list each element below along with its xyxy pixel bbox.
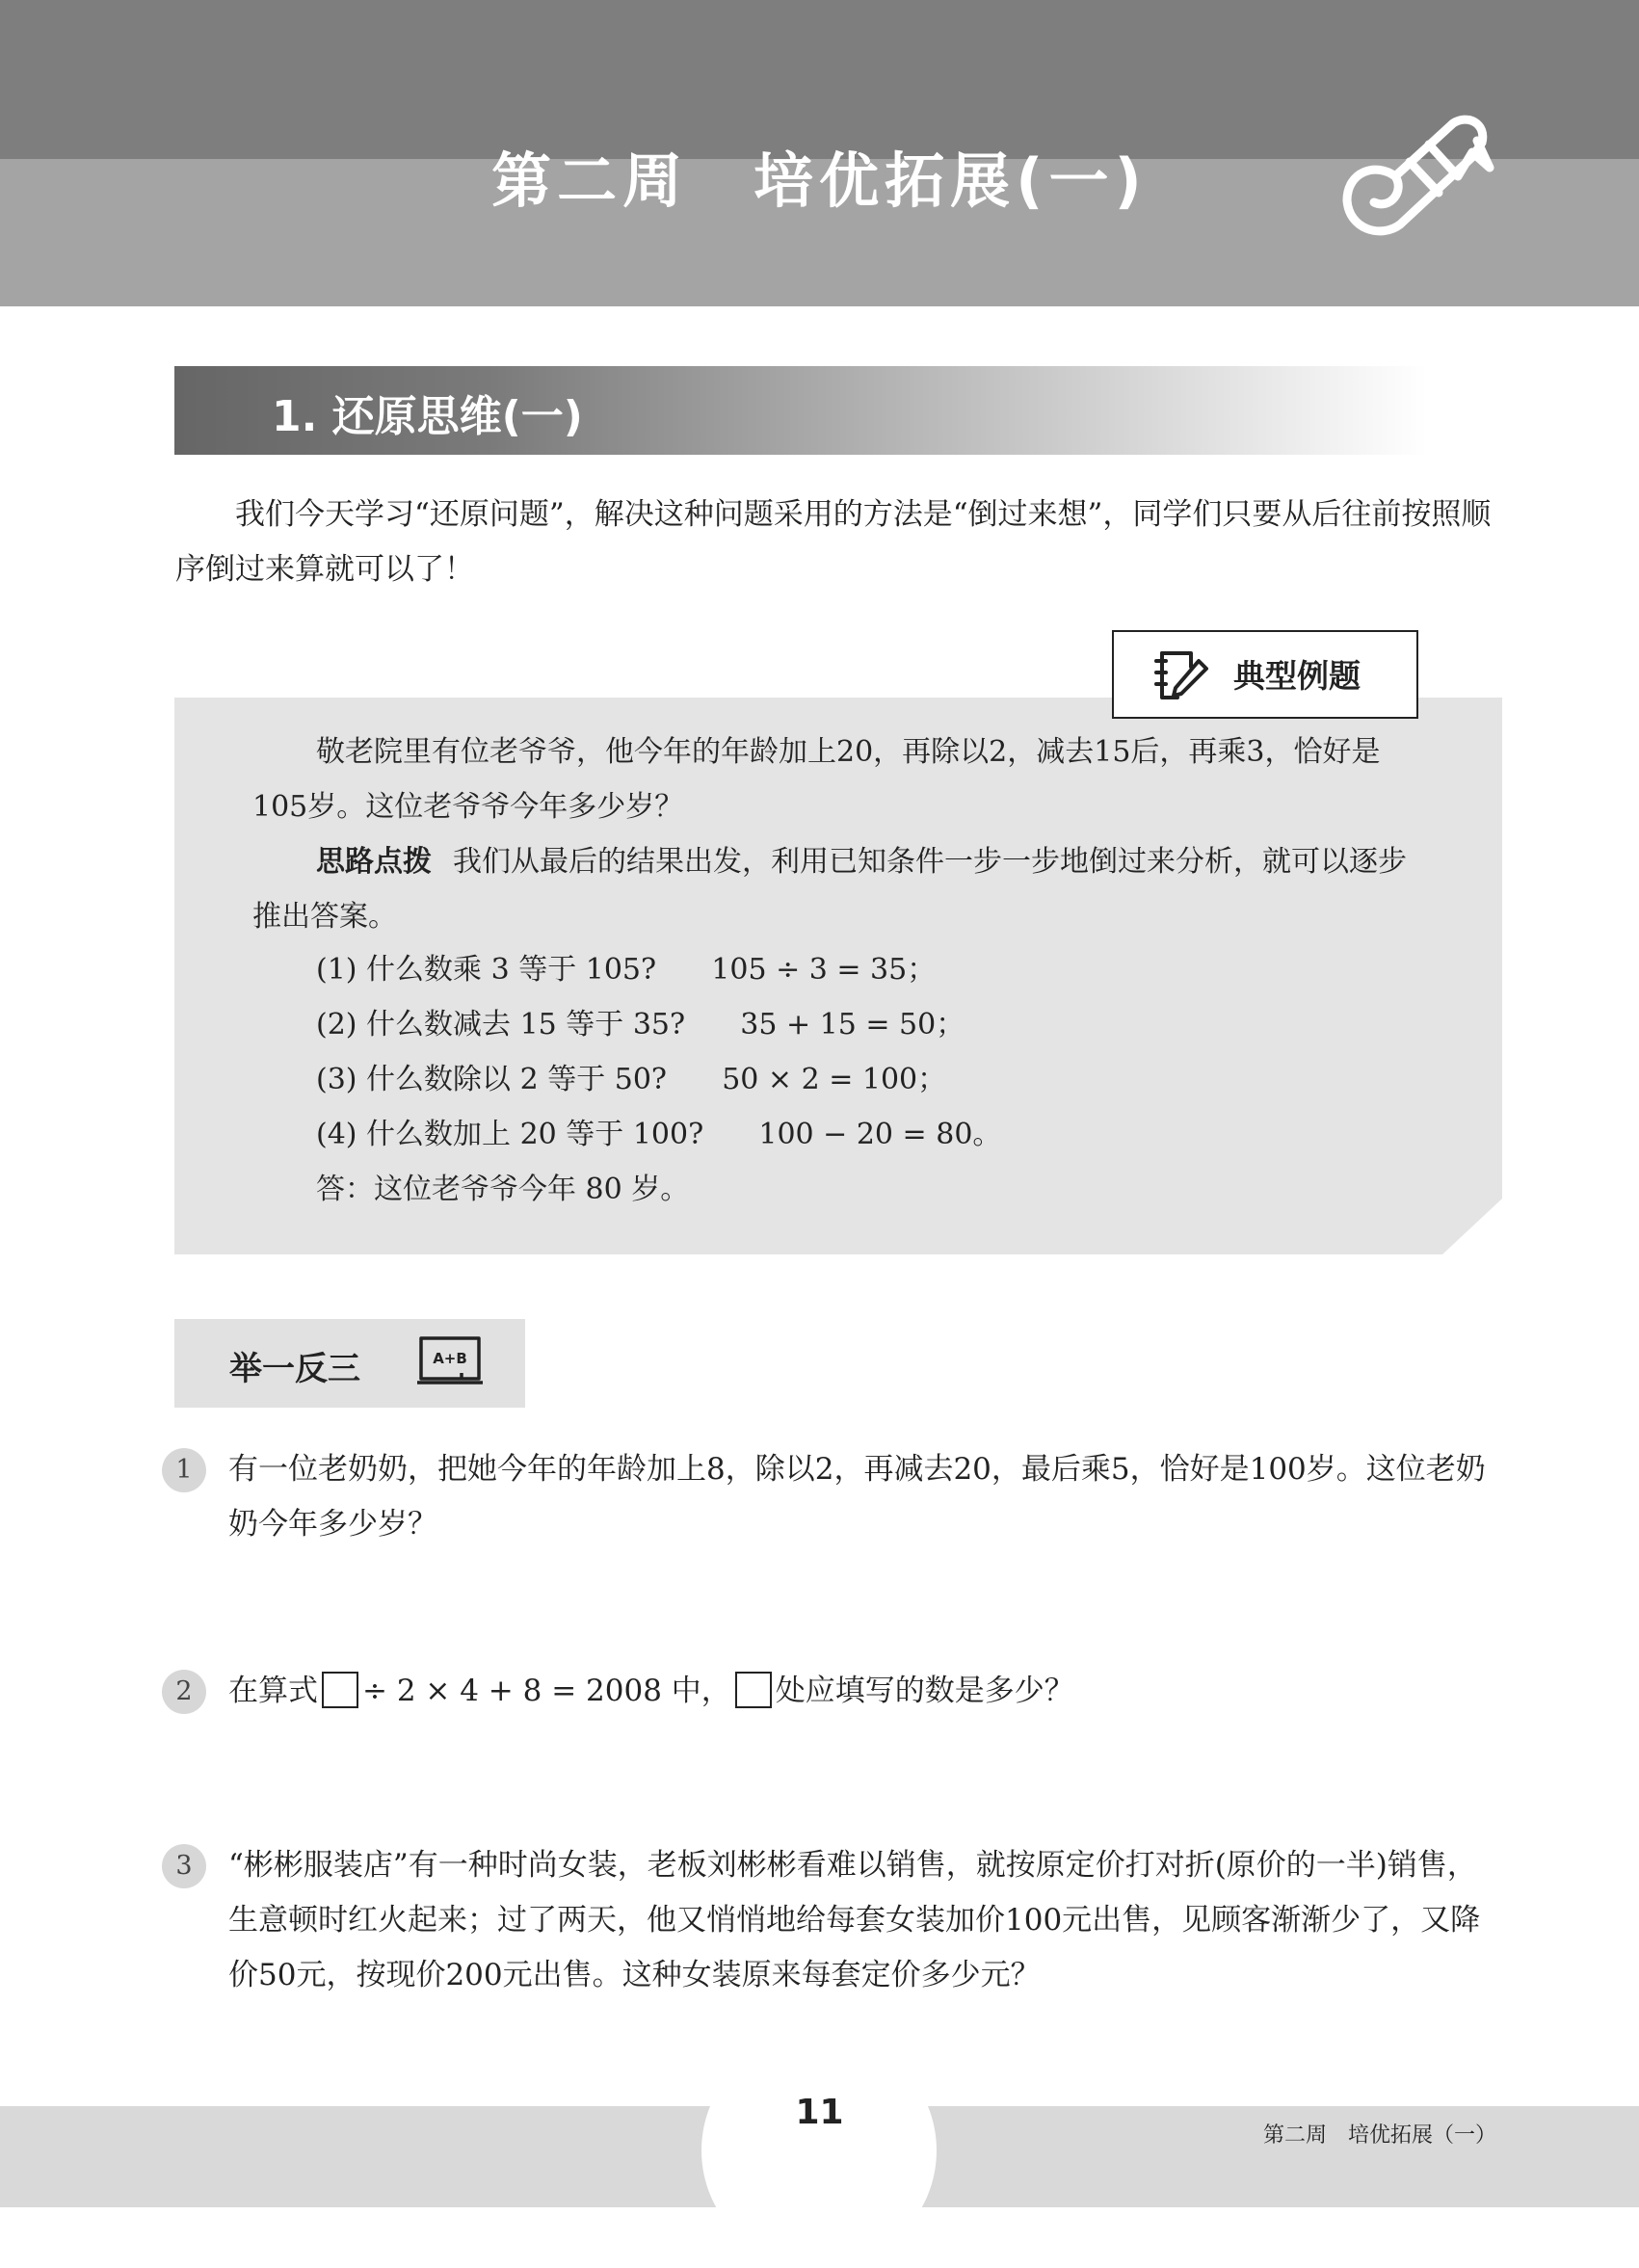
- section-heading-bar: [174, 366, 1427, 455]
- question-number: 3: [162, 1844, 206, 1888]
- practice-question-2: [228, 1664, 1505, 1719]
- answer-blank[interactable]: [735, 1672, 772, 1708]
- scroll-icon: [1328, 85, 1501, 249]
- example-step: (4) 什么数加上 20 等于 100? 100 − 20 = 80。: [316, 1118, 1002, 1151]
- example-tip: [252, 834, 1428, 944]
- answer-blank[interactable]: [322, 1672, 358, 1708]
- page-title: 第二周 培优拓展(一): [491, 145, 1148, 216]
- practice-question-3: “彬彬服装店”有一种时尚女装，老板刘彬彬看难以销售，就按原定价打对折(原价的一半)销售，生意顿时红火起来；过了两天，他又悄悄地给每套女装加价100元出售，见顾客渐渐少了，又降价50元，按现价200元出售。这种女装原来每套定价多少元？: [228, 1848, 1481, 1992]
- example-answer: 答：这位老爷爷今年 80 岁。: [316, 1173, 690, 1206]
- question-number: 1: [162, 1448, 206, 1492]
- question-text: ÷ 2 × 4 + 8 = 2008 中，: [362, 1674, 731, 1708]
- page-header: [0, 0, 1639, 306]
- page-number: 11: [795, 2093, 844, 2132]
- example-question: 敬老院里有位老爷爷，他今年的年龄加上20，再除以2，减去15后，再乘3，恰好是105岁。这位老爷爷今年多少岁？: [252, 735, 1381, 824]
- footer-chapter: 第二周 培优拓展（一）: [1262, 2123, 1496, 2148]
- example-label: 典型例题: [1233, 657, 1361, 695]
- question-text: 在算式: [228, 1674, 318, 1708]
- svg-text:A+B: A+B: [433, 1350, 467, 1367]
- example-label-box: [1112, 630, 1418, 719]
- practice-tab: [174, 1319, 525, 1408]
- tip-label: 思路点拨: [316, 845, 432, 879]
- practice-question-1: 有一位老奶奶，把她今年的年龄加上8，除以2，再减去20，最后乘5，恰好是100岁。这位老奶奶今年多少岁？: [228, 1452, 1486, 1542]
- tip-text: 我们从最后的结果出发，利用已知条件一步一步地倒过来分析，就可以逐步推出答案。: [252, 845, 1407, 934]
- example-step: (1) 什么数乘 3 等于 105? 105 ÷ 3 = 35；: [316, 953, 937, 987]
- question-number: 2: [162, 1670, 206, 1714]
- section-title: 1. 还原思维(一): [272, 392, 583, 441]
- blackboard-icon: [415, 1334, 485, 1390]
- example-step: (3) 什么数除以 2 等于 50? 50 × 2 = 100；: [316, 1063, 947, 1096]
- page-number-circle: [701, 2033, 937, 2268]
- question-text: 处应填写的数是多少？: [775, 1674, 1074, 1708]
- notebook-pen-icon: [1152, 647, 1212, 703]
- intro-paragraph: 我们今天学习“还原问题”，解决这种问题采用的方法是“倒过来想”，同学们只要从后往前按照顺序倒过来算就可以了！: [175, 497, 1492, 587]
- practice-label: 举一反三: [229, 1350, 360, 1388]
- example-step: (2) 什么数减去 15 等于 35? 35 + 15 = 50；: [316, 1008, 965, 1042]
